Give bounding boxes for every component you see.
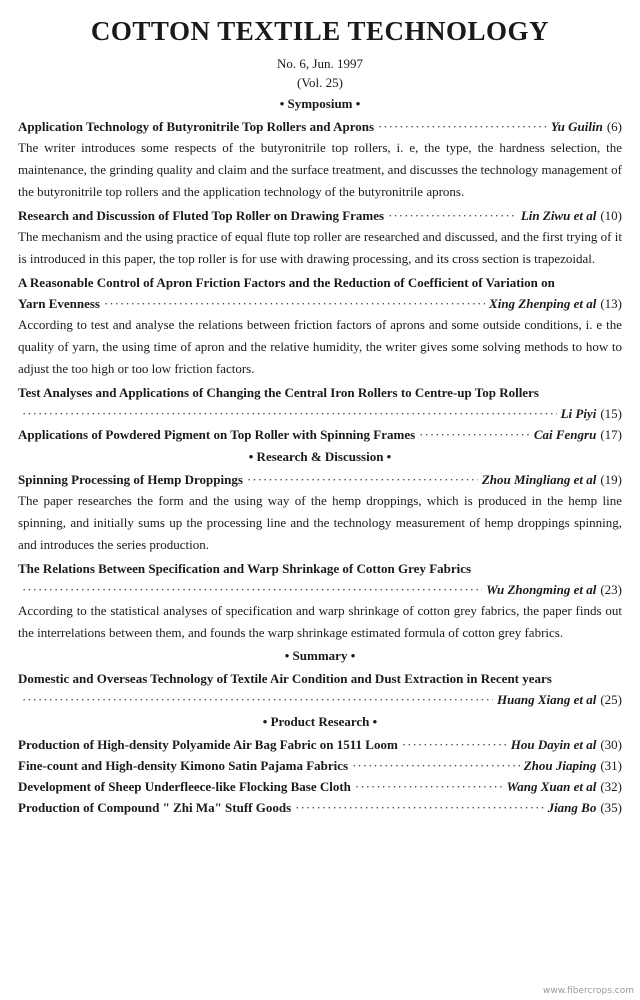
article-title: The Relations Between Specification and Warp Shrinkage of Cotton Grey Fabrics [18,561,472,576]
article-entry [18,668,622,710]
article-title-line [18,797,622,818]
article-entry [18,424,622,445]
dot-leader [22,579,482,600]
dot-leader [352,755,520,776]
article-abstract: The mechanism and the using practice of equal flute top roller are researched and discussed, and the first trying of it is introduced in this paper, the top roller is for use with drawing processing, and its cross section is trapezoidal. [18,229,622,266]
article-page: (10) [600,208,622,223]
article-author: Yu Guilin [550,119,603,134]
issue-number: No. 6, Jun. 1997 [277,56,363,71]
dot-leader [419,424,530,445]
dot-leader [295,797,543,818]
dot-leader [378,116,547,137]
article-page: (17) [600,427,622,442]
article-title: Application Technology of Butyronitrile Top Rollers and Aprons [18,119,375,134]
article-entry [18,272,622,380]
article-entry [18,205,622,270]
article-page: (23) [600,582,622,597]
article-page: (31) [600,758,622,773]
article-author: Hou Dayin et al [510,737,597,752]
article-page: (35) [600,800,622,815]
article-page: (6) [606,119,622,134]
article-author: Lin Ziwu et al [520,208,597,223]
article-entry [18,116,622,203]
article-author: Xing Zhenping et al [489,296,597,311]
article-author: Wang Xuan et al [506,779,597,794]
article-title: Research and Discussion of Fluted Top Roller on Drawing Frames [18,208,385,223]
article-title-line [18,579,622,600]
section-heading-product-research: • Product Research • [262,714,378,729]
article-entry [18,558,622,644]
article-title-line [18,734,622,755]
article-title-line [18,755,622,776]
article-author: Cai Fengru [533,427,597,442]
watermark: www.fibercrops.com [543,986,634,996]
article-title: Domestic and Overseas Technology of Textile Air Condition and Dust Extraction in Recent years [18,671,552,686]
article-page: (32) [600,779,622,794]
dot-leader [355,776,503,797]
article-title: Test Analyses and Applications of Changing the Central Iron Rollers to Centre-up Top Rollers [18,385,539,400]
article-author: Wu Zhongming et al [486,582,597,597]
article-title: A Reasonable Control of Apron Friction Factors and the Reduction of Coefficient of Variation on [18,275,555,290]
section-heading-research-discussion: • Research & Discussion • [248,449,392,464]
article-title-line [18,424,622,445]
article-page: (19) [600,472,622,487]
article-page: (13) [600,296,622,311]
article-page: (25) [600,692,622,707]
article-title-line [18,469,622,490]
section-heading-summary: • Summary • [284,648,356,663]
article-entry [18,797,622,818]
article-author: Jiang Bo [547,800,597,815]
article-title-line [18,689,622,710]
article-title-line [18,205,622,226]
article-title: Production of High-density Polyamide Air Bag Fabric on 1511 Loom [18,737,398,752]
article-abstract: According to the statistical analyses of specification and warp shrinkage of cotton grey fabrics, the paper finds out the interrelations between them, and founds the warp shrinkage estimated formula of cotton grey fabrics. [18,603,622,640]
article-title-line [18,293,622,314]
journal-title: COTTON TEXTILE TECHNOLOGY [90,16,550,46]
article-page: (15) [600,406,622,421]
article-title-line [18,116,622,137]
article-entry [18,734,622,755]
article-title: Fine-count and High-density Kimono Satin Pajama Fabrics [18,758,349,773]
article-title-line [18,403,622,424]
article-entry [18,755,622,776]
article-author: Li Piyi [560,406,597,421]
article-abstract: According to test and analyse the relations between friction factors of aprons and some outside conditions, i. e the quality of yarn, the using time of apron and the relative humidity, the writer gives some solving methods to how to adjust the too high or too low friction factors. [18,317,622,376]
dot-leader [247,469,478,490]
dot-leader [22,403,557,424]
article-page: (30) [600,737,622,752]
section-heading-symposium: • Symposium • [279,96,361,111]
article-abstract: The writer introduces some respects of the butyronitrile top rollers, i. e, the type, the hardness selection, the maintenance, the grinding quality and claim and the surface treatment, and discusses the technology management of the butyronitrile top rollers and the application technology of the butyronitrile aprons. [18,140,622,199]
article-title: Applications of Powdered Pigment on Top Roller with Spinning Frames [18,427,416,442]
article-title: Spinning Processing of Hemp Droppings [18,472,243,487]
article-title: Development of Sheep Underfleece-like Flocking Base Cloth [18,779,351,794]
article-entry [18,469,622,556]
volume-number: (Vol. 25) [297,75,343,90]
article-author: Zhou Jiaping [523,758,597,773]
article-author: Zhou Mingliang et al [481,472,597,487]
dot-leader [104,293,485,314]
article-entry [18,776,622,797]
article-title-continued: Yarn Evenness [18,296,100,311]
dot-leader [402,734,507,755]
article-abstract: The paper researches the form and the using way of the hemp droppings, which is produced in the hemp line spinning, and initially sums up the processing line and the technology measurement of hemp droppings spinning, and introduces the series production. [18,493,622,552]
article-title: Production of Compound " Zhi Ma" Stuff Goods [18,800,292,815]
dot-leader [388,205,517,226]
article-entry [18,382,622,424]
article-title-line [18,776,622,797]
article-author: Huang Xiang et al [497,692,597,707]
dot-leader [22,689,493,710]
